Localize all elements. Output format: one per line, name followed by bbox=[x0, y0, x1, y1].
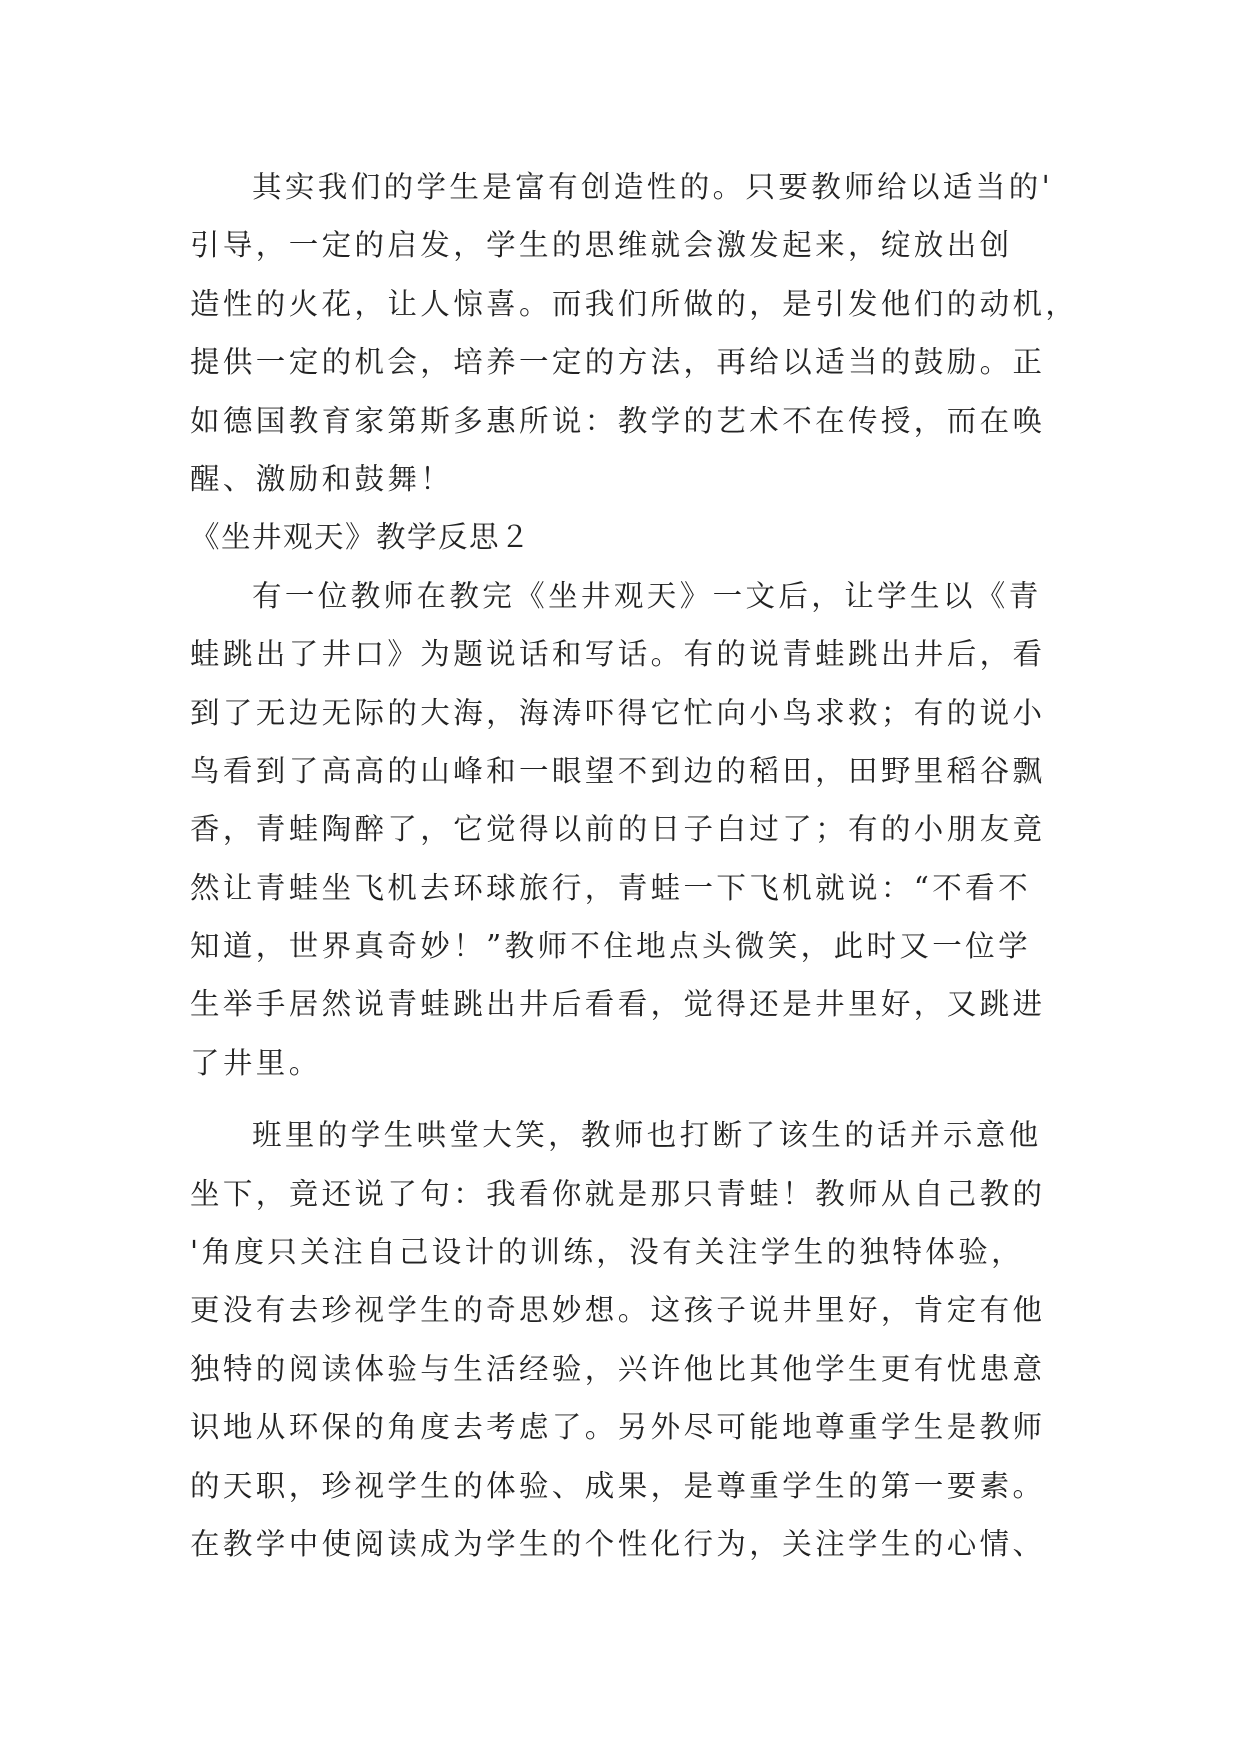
text-line: 在教学中使阅读成为学生的个性化行为，关注学生的心情、 bbox=[190, 1526, 1046, 1561]
paragraph-1 bbox=[190, 158, 1079, 508]
text-line: 的天职，珍视学生的体验、成果，是尊重学生的第一要素。 bbox=[190, 1468, 1046, 1503]
text-line: 知道，世界真奇妙！”教师不住地点头微笑，此时又一位学 bbox=[190, 929, 1031, 964]
text-line: '角度只关注自己设计的训练，没有关注学生的独特体验， bbox=[190, 1235, 1025, 1270]
paragraph-2 bbox=[190, 567, 1070, 1093]
text-line: 醒、激励和鼓舞！ bbox=[190, 461, 454, 496]
text-line: 鸟看到了高高的山峰和一眼望不到边的稻田，田野里稻谷飘 bbox=[190, 753, 1046, 788]
section-title: 《坐井观天》教学反思２ bbox=[190, 520, 532, 555]
document-body bbox=[190, 158, 1079, 1573]
text-line: 提供一定的机会，培养一定的方法，再给以适当的鼓励。正 bbox=[190, 345, 1046, 380]
text-line: 坐下，竟还说了句：我看你就是那只青蛙！教师从自己教的 bbox=[190, 1176, 1046, 1211]
paragraph-spacer bbox=[190, 1092, 1070, 1106]
text-line: 到了无边无际的大海，海涛吓得它忙向小鸟求救；有的说小 bbox=[190, 695, 1046, 730]
text-line: 造性的火花，让人惊喜。而我们所做的，是引发他们的动机， bbox=[190, 286, 1079, 321]
text-line: 更没有去珍视学生的奇思妙想。这孩子说井里好，肯定有他 bbox=[190, 1293, 1046, 1328]
text-line: 生举手居然说青蛙跳出井后看看，觉得还是井里好，又跳进 bbox=[190, 987, 1046, 1022]
text-line: 班里的学生哄堂大笑，教师也打断了该生的话并示意他 bbox=[252, 1118, 1042, 1153]
text-line: 了井里。 bbox=[190, 1045, 322, 1080]
text-line: 独特的阅读体验与生活经验，兴许他比其他学生更有忧患意 bbox=[190, 1351, 1046, 1386]
text-line: 识地从环保的角度去考虑了。另外尽可能地尊重学生是教师 bbox=[190, 1410, 1046, 1445]
text-line: 有一位教师在教完《坐井观天》一文后，让学生以《青 bbox=[252, 578, 1042, 613]
text-line: 香，青蛙陶醉了，它觉得以前的日子白过了；有的小朋友竟 bbox=[190, 812, 1046, 847]
text-line: 其实我们的学生是富有创造性的。只要教师给以适当的' bbox=[252, 170, 1054, 204]
text-line: 引导，一定的启发，学生的思维就会激发起来，绽放出创 bbox=[190, 228, 1013, 263]
text-line: 然让青蛙坐飞机去环球旅行，青蛙一下飞机就说：“不看不 bbox=[190, 870, 1031, 905]
paragraph-3 bbox=[190, 1106, 1070, 1573]
text-line: 蛙跳出了井口》为题说话和写话。有的说青蛙跳出井后，看 bbox=[190, 637, 1046, 672]
text-line: 如德国教育家第斯多惠所说：教学的艺术不在传授，而在唤 bbox=[190, 403, 1046, 438]
